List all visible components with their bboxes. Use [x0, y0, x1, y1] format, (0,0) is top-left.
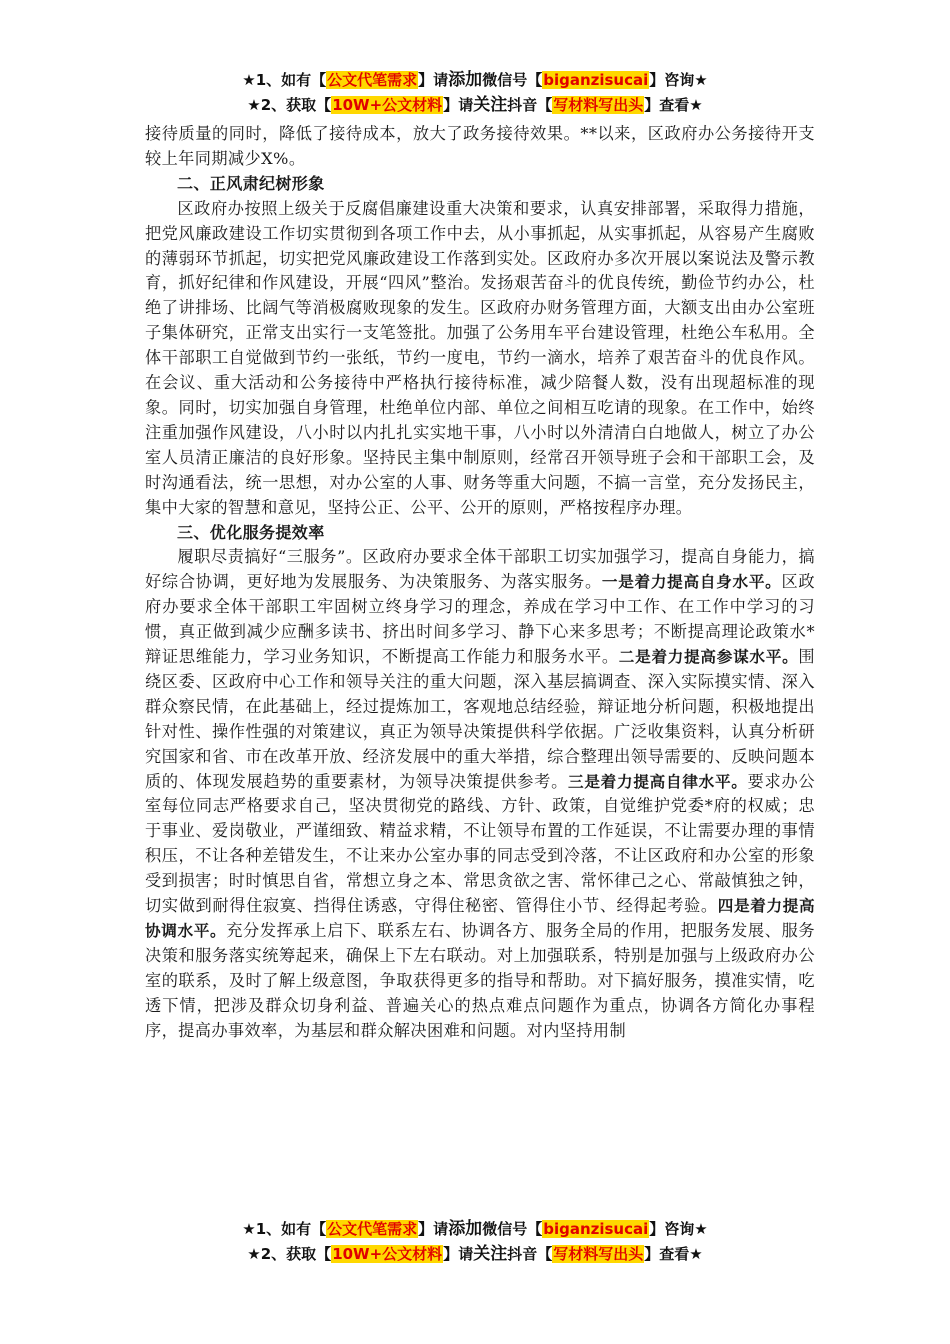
- highlight-service: 公文代笔需求: [327, 1220, 418, 1238]
- highlight-douyin: 写材料写出头: [553, 1245, 644, 1263]
- banner-text: 】请: [418, 1220, 449, 1238]
- banner-text: 】请: [443, 1245, 474, 1263]
- banner-text: ★2、获取【: [247, 96, 332, 114]
- banner-text: 抖音【: [507, 96, 553, 114]
- banner-text: 】查看★: [644, 1245, 703, 1263]
- paragraph-continued: 接待质量的同时，降低了接待成本，放大了政务接待效果。**以来，区政府办公务接待开支较上年同期减少X%。: [145, 124, 815, 168]
- bold-point-4: 四是着力提高协调水平。: [145, 897, 815, 940]
- banner-text: 关注: [473, 95, 508, 115]
- banner-text: 抖音【: [507, 1245, 553, 1263]
- highlight-materials: 10W+公文材料: [332, 96, 443, 114]
- paragraph-discipline: 区政府办按照上级关于反腐倡廉建设重大决策和要求，认真安排部署，采取得力措施，把党风廉政建设工作切实贯彻到各项工作中去，从小事抓起，从实事抓起，从容易产生腐败的薄弱环节抓起，切实把党风廉政建设工作落到实处。区政府办多次开展以案说法及警示教育，抓好纪律和作风建设，开展“四风”整治。发扬艰苦奋斗的优良传统，勤俭节约办公，杜绝了讲排场、比阔气等消极腐败现象的发生。区政府办财务管理方面，大额支出由办公室班子集体研究，正常支出实行一支笔签批。加强了公务用车平台建设管理，杜绝公车私用。全体干部职工自觉做到节约一张纸，节约一度电，节约一滴水，培养了艰苦奋斗的优良作风。在会议、重大活动和公务接待中严格执行接待标准，减少陪餐人数，没有出现超标准的现象。同时，切实加强自身管理，杜绝单位内部、单位之间相互吃请的现象。在工作中，始终注重加强作风建设，八小时以内扎扎实实地干事，八小时以外清清白白地做人，树立了办公室人员清正廉洁的良好形象。坚持民主集中制原则，经常召开领导班子会和干部职工会，及时沟通看法，统一思想，对办公室的人事、财务等重大问题，不搞一言堂，充分发扬民主，集中大家的智慧和意见，坚持公正、公平、公开的原则，严格按程序办理。: [145, 198, 815, 517]
- banner-text: ★2、获取【: [247, 1245, 332, 1263]
- banner-text: 添加: [448, 1219, 483, 1239]
- text-run: 要求办公室每位同志严格要求自己，坚决贯彻党的路线、方针、政策，自觉维护党委*府的权威；忠于事业、爱岗敬业，严谨细致、精益求精，不让领导布置的工作延误，不让需要办理的事情积压，不让各种差错发生，不让来办公室办事的同志受到冷落，不让区政府和办公室的形象受到损害；时时慎思自省，常想立身之本、常思贪欲之害、常怀律己之心、常敲慎独之钟，切实做到耐得住寂寞、挡得住诱惑，守得住秘密、管得住小节、经得起考验。: [145, 771, 815, 916]
- highlight-wechat-id: biganzisucai: [543, 71, 649, 89]
- banner-text: 添加: [448, 70, 483, 90]
- banner-text: ★1、如有【: [242, 1220, 327, 1238]
- bold-point-3: 三是着力提高自律水平。: [568, 772, 748, 791]
- bottom-banner-line-2: [0, 1242, 950, 1267]
- banner-text: 】请: [443, 96, 474, 114]
- banner-text: 】请: [418, 71, 449, 89]
- bottom-banner-line-1: [0, 1217, 950, 1242]
- highlight-materials: 10W+公文材料: [332, 1245, 443, 1263]
- banner-text: ★1、如有【: [242, 71, 327, 89]
- bold-point-2: 二是着力提高参谋水平。: [618, 648, 799, 667]
- document-body: [145, 122, 815, 1044]
- section-heading-2: 二、正风肃纪树形象: [177, 173, 325, 193]
- highlight-wechat-id: biganzisucai: [543, 1220, 649, 1238]
- text-run: 围绕区委、区政府中心工作和领导关注的重大问题，深入基层搞调查、深入实际摸实情、深入群众察民情，在此基础上，经过提炼加工，客观地总结经验，辩证地分析问题，积极地提出针对性、操作性强的对策建议，真正为领导决策提供科学依据。广泛收集资料，认真分析研究国家和省、市在改革开放、经济发展中的重大举措，综合整理出领导需要的、反映问题本质的、体现发展趋势的重要素材，为领导决策提供参考。: [145, 647, 815, 791]
- highlight-service: 公文代笔需求: [327, 71, 418, 89]
- top-banner-line-2: [0, 93, 950, 118]
- bold-point-1: 一是着力提高自身水平。: [601, 573, 782, 592]
- banner-text: 】咨询★: [649, 1220, 708, 1238]
- banner-text: 关注: [473, 1244, 508, 1264]
- text-run: 履职尽责搞好“三服务”。区政府办要求全体干部职工切实加强学习，提高自身能力，搞好综合协调，更好地为发展服务、为决策服务、为落实服务。: [145, 547, 815, 592]
- section-heading-3: 三、优化服务提效率: [177, 522, 325, 542]
- top-banner-line-1: [0, 68, 950, 93]
- banner-text: 】查看★: [644, 96, 703, 114]
- banner-text: 】咨询★: [649, 71, 708, 89]
- banner-text: 微信号【: [482, 71, 543, 89]
- banner-text: 微信号【: [482, 1220, 543, 1238]
- text-run: 充分发挥承上启下、联系左右、协调各方、服务全局的作用，把服务发展、服务决策和服务落实统筹起来，确保上下左右联动。对上加强联系，特别是加强与上级政府办公室的联系，及时了解上级意图，争取获得更多的指导和帮助。对下搞好服务，摸准实情，吃透下情，把涉及群众切身利益、普遍关心的热点难点问题作为重点，协调各方简化办事程序，提高办事效率，为基层和群众解决困难和问题。对内坚持用制: [145, 921, 815, 1040]
- highlight-douyin: 写材料写出头: [553, 96, 644, 114]
- paragraph-service: [145, 545, 815, 1043]
- text-run: 区政府办要求全体干部职工牢固树立终身学习的理念，养成在学习中工作、在工作中学习的习惯，真正做到减少应酬多读书、挤出时间多学习、静下心来多思考；不断提高理论政策水*辩证思维能力，学习业务知识，不断提高工作能力和服务水平。: [145, 572, 815, 667]
